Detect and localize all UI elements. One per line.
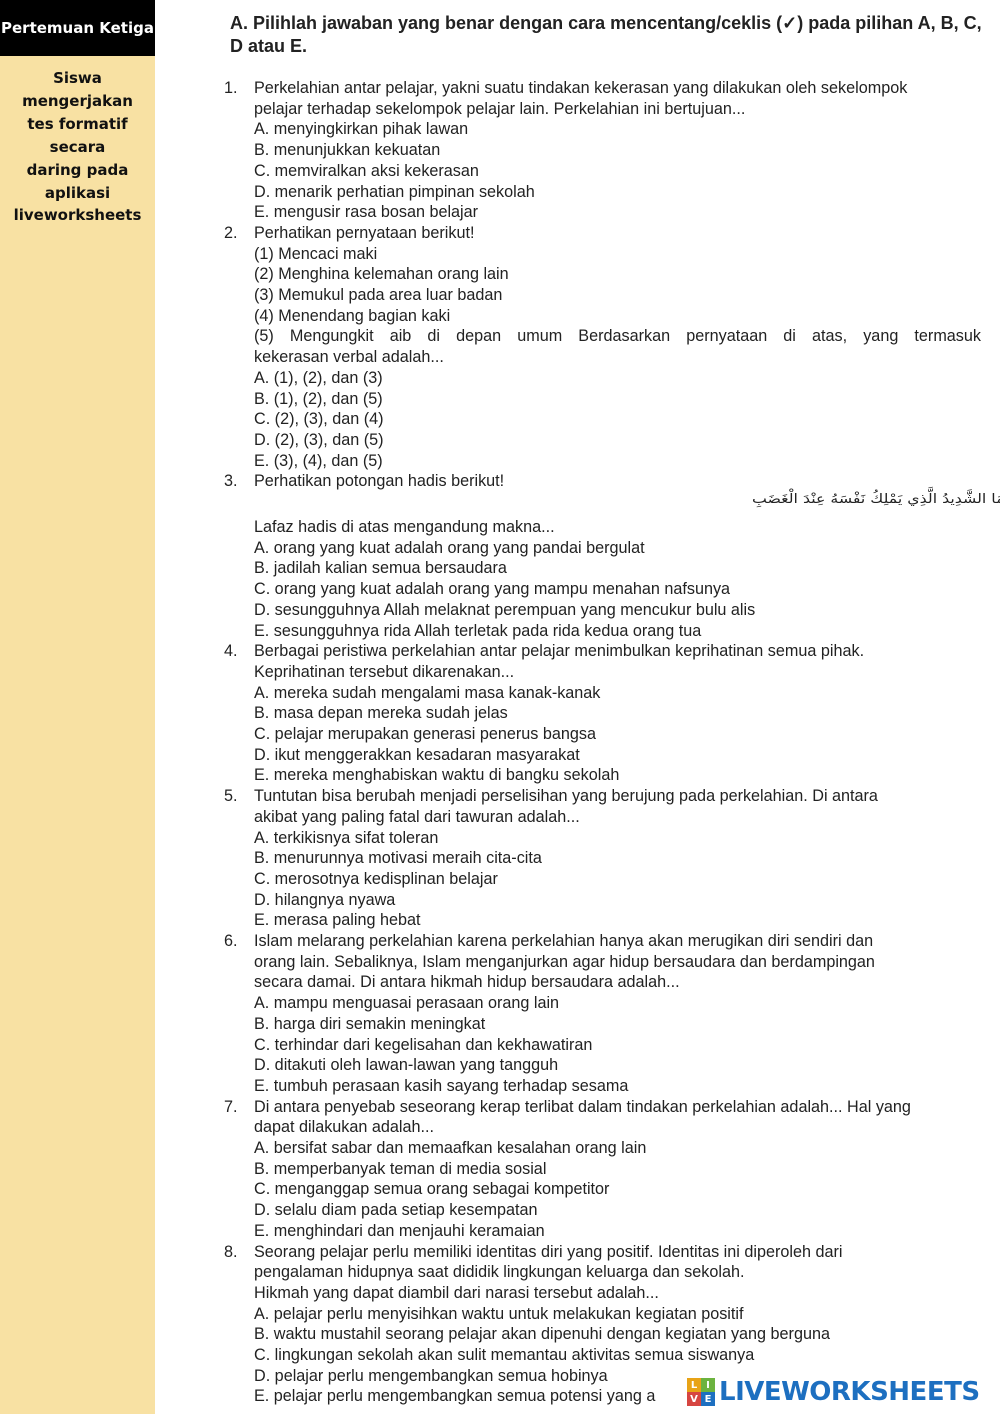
- answer-option-e[interactable]: E. merasa paling hebat: [254, 911, 421, 930]
- question-stem-line: Perkelahian antar pelajar, yakni suatu tindakan kekerasan yang dilakukan oleh sekelompok: [254, 79, 908, 97]
- answer-option-b[interactable]: B. jadilah kalian semua bersaudara: [254, 559, 507, 578]
- answer-option-a[interactable]: A. orang yang kuat adalah orang yang pandai bergulat: [254, 538, 645, 557]
- question-number: 4.: [224, 642, 238, 661]
- question-number: 3.: [224, 472, 238, 491]
- statement-item: (4) Menendang bagian kaki: [254, 306, 451, 325]
- question-stem-line: Perhatikan pernyataan berikut!: [254, 223, 475, 242]
- answer-option-a[interactable]: A. terkikisnya sifat toleran: [254, 828, 439, 847]
- hadith-arabic-line: إِنَّمَا الشَّدِيدُ الَّذِي يَمْلِكُ نَفْسَهُ عِنْدَ الْغَضَبِ: [752, 492, 969, 507]
- answer-option-a[interactable]: A. mereka sudah mengalami masa kanak-kanak: [254, 683, 601, 702]
- liveworksheets-wordmark: LIVEWORKSHEETS: [719, 1377, 980, 1407]
- answer-option-d[interactable]: D. ditakuti oleh lawan-lawan yang tangguh: [254, 1056, 559, 1075]
- answer-option-e[interactable]: E. menghindari dan menjauhi keramaian: [254, 1221, 545, 1240]
- question-number: 2.: [224, 223, 238, 242]
- question-stem-line: Islam melarang perkelahian karena perkelahian hanya akan merugikan diri sendiri dan: [254, 932, 874, 950]
- answer-option-c[interactable]: C. (2), (3), dan (4): [254, 410, 384, 429]
- answer-option-e[interactable]: E. (3), (4), dan (5): [254, 451, 383, 470]
- answer-option-d[interactable]: D. selalu diam pada setiap kesempatan: [254, 1201, 538, 1220]
- question-stem-line: Perhatikan potongan hadis berikut!: [254, 472, 505, 491]
- logo-letter: L: [687, 1378, 701, 1392]
- answer-option-d[interactable]: D. pelajar perlu mengembangkan semua hobinya: [254, 1366, 608, 1385]
- question-number: 5.: [224, 787, 238, 806]
- answer-option-b[interactable]: B. waktu mustahil seorang pelajar akan dipenuhi dengan kegiatan yang berguna: [254, 1325, 830, 1344]
- statement-item: (3) Memukul pada area luar badan: [254, 286, 503, 304]
- question-stem-line: Tuntutan bisa berubah menjadi perselisihan yang berujung pada perkelahian. Di antara: [254, 787, 878, 806]
- answer-option-d[interactable]: D. sesungguhnya Allah melaknat perempuan yang mencukur bulu alis: [254, 600, 756, 619]
- answer-option-e[interactable]: E. mereka menghabiskan waktu di bangku sekolah: [254, 766, 620, 785]
- hadith-arabic-text: [490, 488, 969, 508]
- logo-letter: E: [701, 1392, 715, 1406]
- answer-option-b[interactable]: B. harga diri semakin meningkat: [254, 1014, 486, 1033]
- answer-option-e[interactable]: E. sesungguhnya rida Allah terletak pada rida kedua orang tua: [254, 621, 702, 640]
- question-number: 8.: [224, 1242, 238, 1261]
- answer-option-c[interactable]: C. terhindar dari kegelisahan dan kekhawatiran: [254, 1035, 593, 1054]
- question-number: 1.: [224, 79, 238, 97]
- answer-option-e[interactable]: E. tumbuh perasaan kasih sayang terhadap sesama: [254, 1076, 629, 1095]
- answer-option-e[interactable]: E. pelajar perlu mengembangkan semua potensi yang a: [254, 1387, 656, 1406]
- answer-option-d[interactable]: D. hilangnya nyawa: [254, 890, 396, 909]
- answer-option-d[interactable]: D. (2), (3), dan (5): [254, 430, 384, 449]
- answer-option-a[interactable]: A. menyingkirkan pihak lawan: [254, 120, 469, 139]
- instruction-heading: A. Pilihlah jawaban yang benar dengan cara mencentang/ceklis (✓) pada pilihan A, B, C, D atau E.: [230, 13, 982, 56]
- question-stem-line: Di antara penyebab seseorang kerap terlibat dalam tindakan perkelahian adalah... Hal yang: [254, 1097, 911, 1116]
- answer-option-a[interactable]: A. bersifat sabar dan memaafkan kesalahan orang lain: [254, 1139, 647, 1157]
- answer-option-b[interactable]: B. masa depan mereka sudah jelas: [254, 704, 508, 723]
- question-stem-line: Berbagai peristiwa perkelahian antar pelajar menimbulkan keprihatinan semua pihak.: [254, 642, 865, 661]
- answer-option-c[interactable]: C. memviralkan aksi kekerasan: [254, 161, 479, 180]
- question-number: 6.: [224, 932, 238, 950]
- question-stem-line: Hikmah yang dapat diambil dari narasi tersebut adalah...: [254, 1283, 659, 1302]
- answer-option-d[interactable]: D. menarik perhatian pimpinan sekolah: [254, 182, 535, 201]
- answer-option-c[interactable]: C. pelajar merupakan generasi penerus bangsa: [254, 725, 596, 743]
- logo-letter: I: [701, 1378, 715, 1392]
- answer-option-b[interactable]: B. (1), (2), dan (5): [254, 389, 383, 408]
- sidebar-note-line: secara: [49, 137, 106, 156]
- answer-option-c[interactable]: C. merosotnya kedisplinan belajar: [254, 869, 498, 888]
- logo-letter: V: [687, 1392, 701, 1406]
- question-stem-line: secara damai. Di antara hikmah hidup bersaudara adalah...: [254, 973, 680, 992]
- liveworksheets-watermark[interactable]: [685, 1374, 995, 1410]
- answer-option-c[interactable]: C. menganggap semua orang sebagai kompetitor: [254, 1180, 610, 1199]
- question-stem-line: pelajar terhadap sekelompok pelajar lain. Perkelahian ini bertujuan...: [254, 99, 746, 118]
- answer-option-d[interactable]: D. ikut menggerakkan kesadaran masyarakat: [254, 745, 580, 764]
- statement-item: (2) Menghina kelemahan orang lain: [254, 265, 509, 284]
- sidebar-note-line: liveworksheets: [13, 206, 142, 225]
- question-stem-line: Seorang pelajar perlu memiliki identitas diri yang positif. Identitas ini diperoleh dari: [254, 1242, 843, 1261]
- answer-option-b[interactable]: B. menurunnya motivasi meraih cita-cita: [254, 849, 542, 868]
- sidebar-note-line: Siswa: [53, 69, 102, 87]
- sidebar-note-line: mengerjakan: [22, 91, 133, 110]
- question-stem-line: orang lain. Sebaliknya, Islam menganjurkan agar hidup bersaudara dan berdampingan: [254, 952, 875, 971]
- question-stem-line: kekerasan verbal adalah...: [254, 348, 444, 367]
- answer-option-e[interactable]: E. mengusir rasa bosan belajar: [254, 203, 479, 222]
- answer-option-a[interactable]: A. pelajar perlu menyisihkan waktu untuk melakukan kegiatan positif: [254, 1304, 744, 1323]
- sidebar-note-line: aplikasi: [44, 183, 111, 202]
- question-stem-line: pengalaman hidupnya saat dididik lingkungan keluarga dan sekolah.: [254, 1263, 745, 1282]
- liveworksheets-logo-icon: [687, 1378, 715, 1406]
- statement-item: (1) Mencaci maki: [254, 244, 378, 263]
- sidebar-note-line: daring pada: [26, 160, 129, 179]
- answer-option-a[interactable]: A. mampu menguasai perasaan orang lain: [254, 994, 560, 1013]
- sidebar-header: Pertemuan Ketiga: [0, 0, 155, 56]
- answer-option-b[interactable]: B. memperbanyak teman di media sosial: [254, 1159, 547, 1178]
- answer-option-b[interactable]: B. menunjukkan kekuatan: [254, 141, 441, 160]
- answer-option-a[interactable]: A. (1), (2), dan (3): [254, 368, 383, 387]
- question-stem-line: dapat dilakukan adalah...: [254, 1118, 434, 1137]
- sidebar-note-line: tes formatif: [27, 114, 128, 133]
- question-stem-line: Keprihatinan tersebut dikarenakan...: [254, 662, 515, 681]
- answer-option-c[interactable]: C. orang yang kuat adalah orang yang mampu menahan nafsunya: [254, 580, 731, 599]
- question-stem-line: Lafaz hadis di atas mengandung makna...: [254, 518, 555, 536]
- question-number: 7.: [224, 1097, 238, 1116]
- statement-item: (5) Mengungkit aib di depan umum Berdasarkan pernyataan di atas, yang termasuk: [254, 327, 981, 346]
- answer-option-c[interactable]: C. lingkungan sekolah akan sulit memantau aktivitas semua siswanya: [254, 1346, 755, 1364]
- question-stem-line: akibat yang paling fatal dari tawuran adalah...: [254, 807, 580, 826]
